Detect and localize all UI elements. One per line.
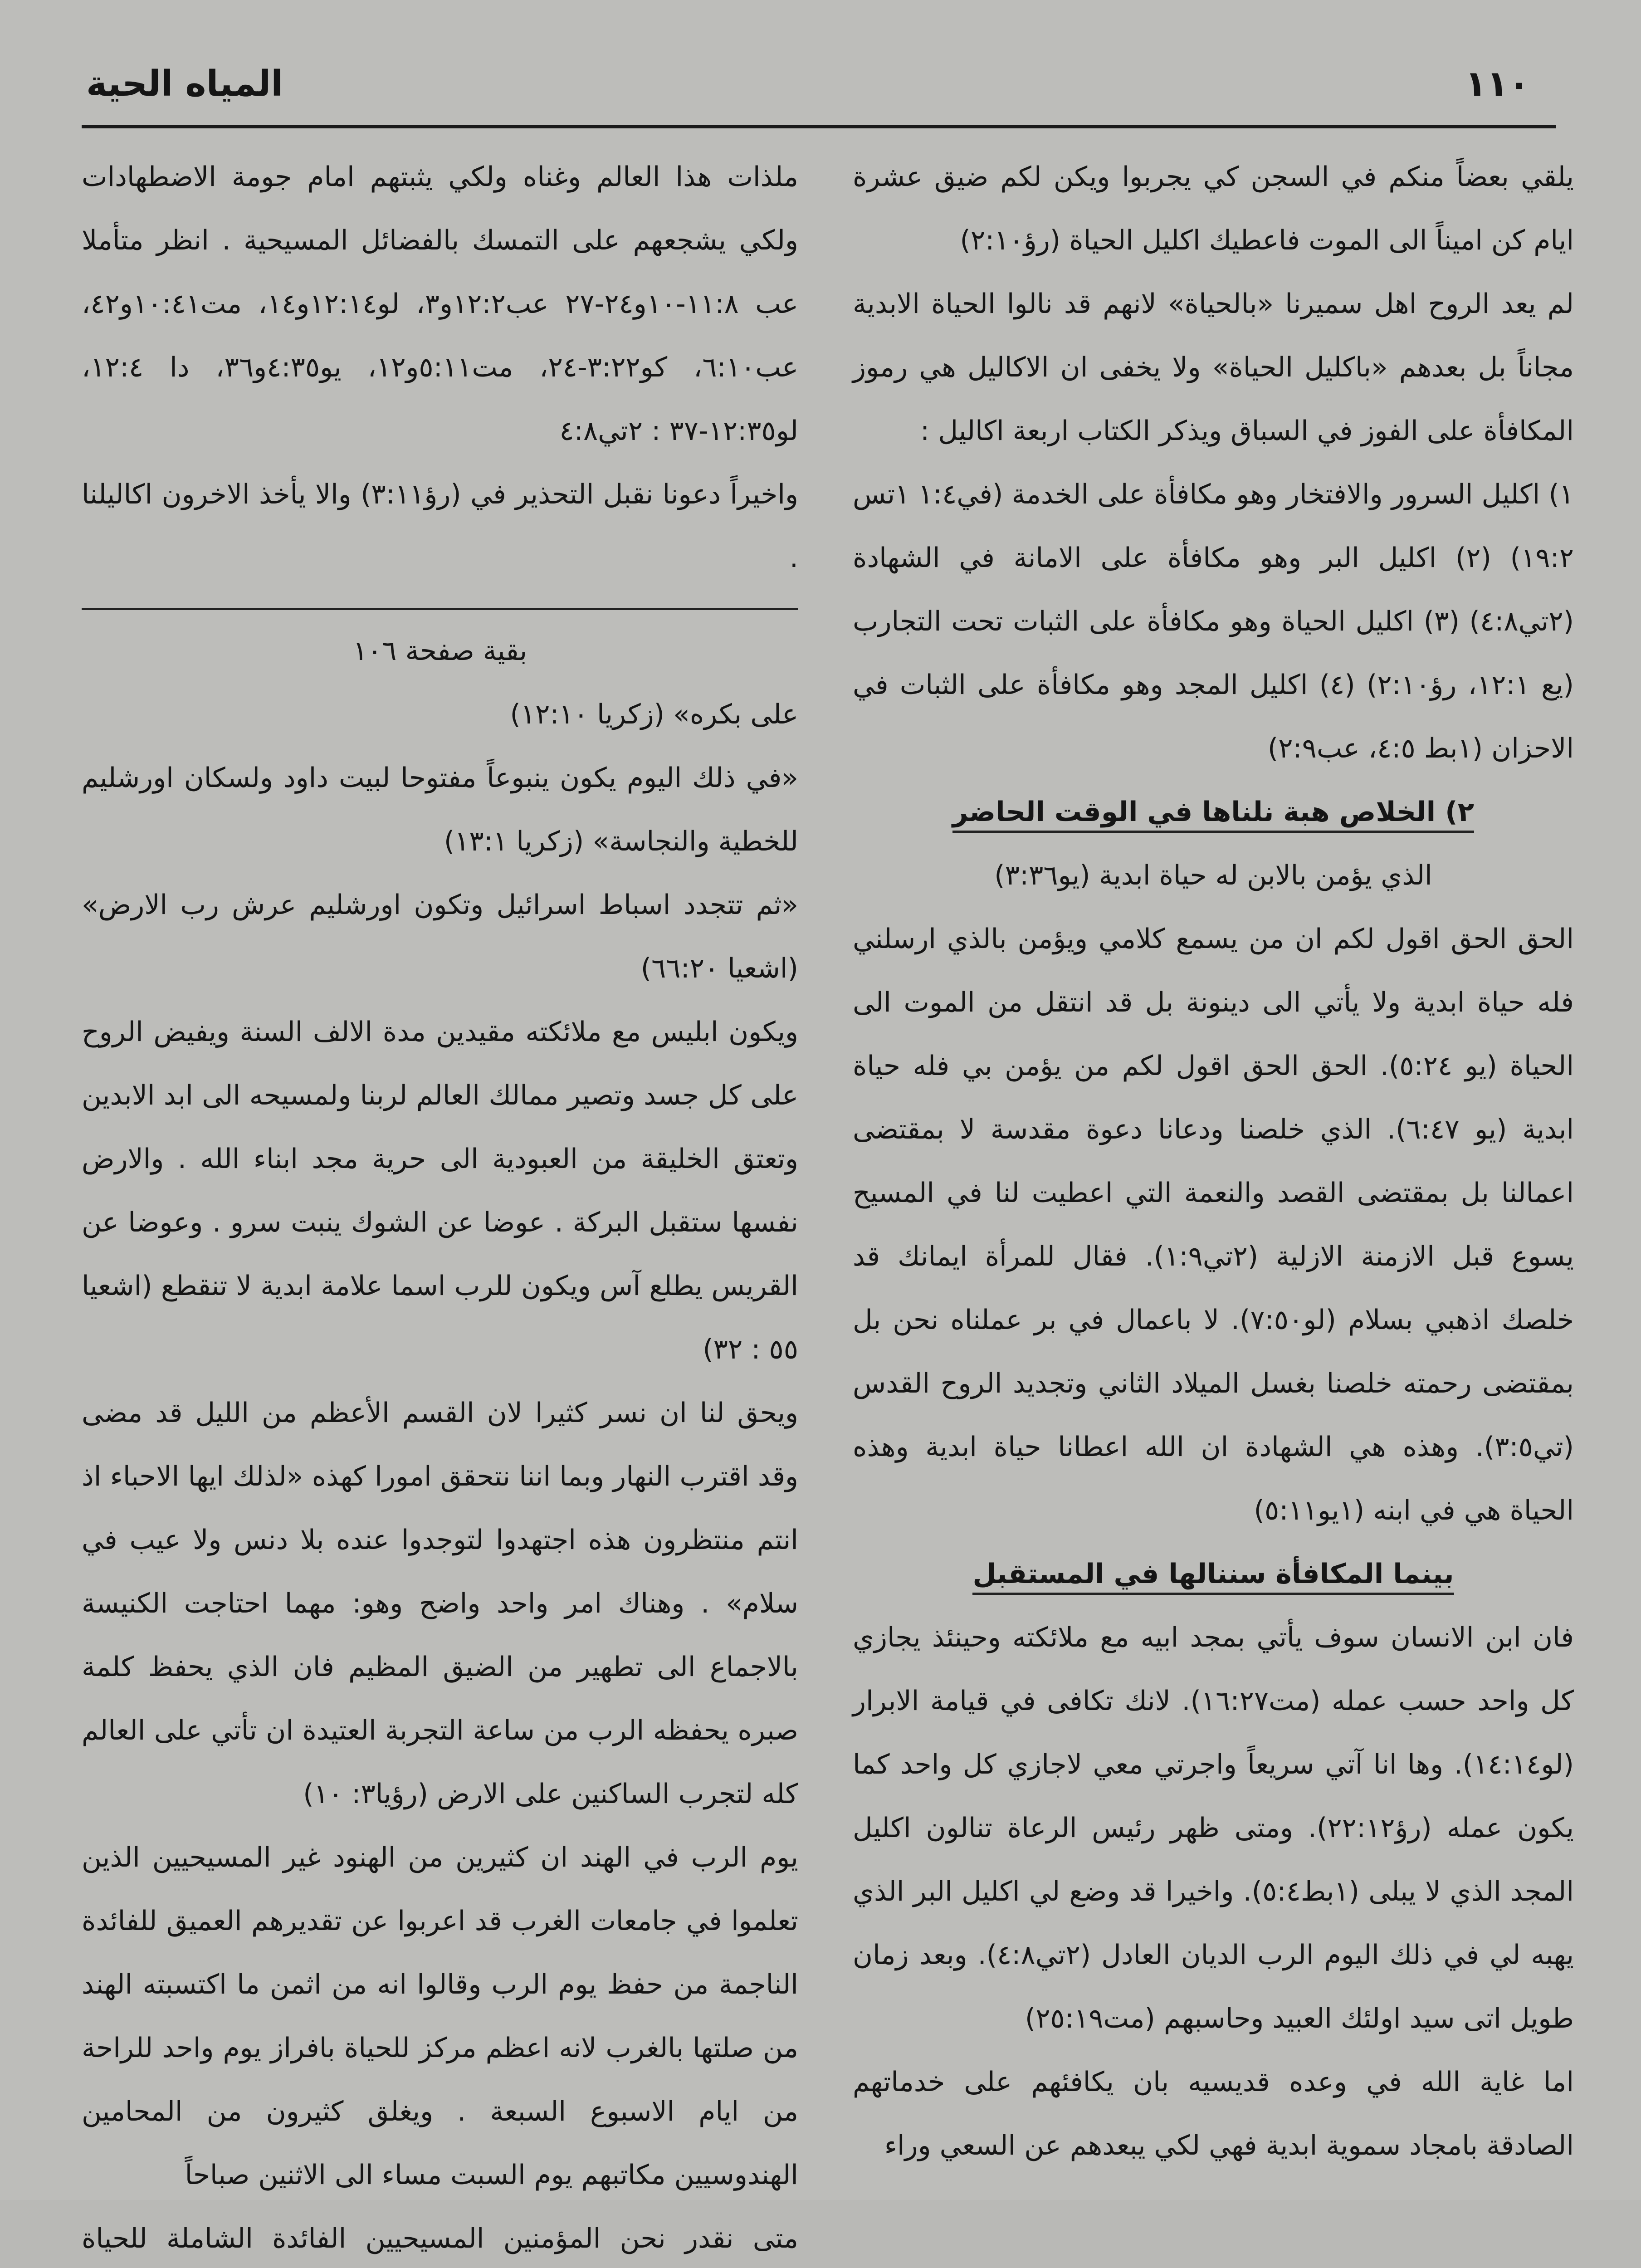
verse-line: الذي يؤمن بالابن له حياة ابدية (يو٣:٣٦) [994, 860, 1432, 891]
paragraph: على بكره» (زكريا ١٢:١٠) [510, 699, 798, 730]
paragraph: يوم الرب في الهند ان كثيرين من الهنود غير المسيحيين الذين تعلموا في جامعات الغرب قد اعربوا عن تقديرهم العميق للفائدة الناجمة من حفظ يوم الرب وقالوا انه من اثمن ما اكتسبته الهند من صلتها بالغرب لانه اعظم مركز للحياة بافراز يوم واحد للراحة من ايام الاسبوع السبعة . ويغلق كثيرون من المحامين الهندوسيين مكاتبهم يوم السبت مساء الى الاثنين صباحاً [82, 1842, 798, 2191]
paragraph: الحق الحق اقول لكم ان من يسمع كلامي ويؤمن بالذي ارسلني فله حياة ابدية ولا يأتي الى دينونة بل قد انتقل من الموت الى الحياة (يو ٥:٢٤). الحق الحق اقول لكم من يؤمن بي فله حياة ابدية (يو ٦:٤٧). الذي خلصنا ودعانا دعوة مقدسة لا بمقتضى اعمالنا بل بمقتضى القصد والنعمة التي اعطيت لنا في المسيح يسوع قبل الازمنة الازلية (٢تي١:٩). فقال للمرأة ايمانك قد خلصك اذهبي بسلام (لو٧:٥٠). لا باعمال في بر عملناه نحن بل بمقتضى رحمته خلصنا بغسل الميلاد الثاني وتجديد الروح القدس (تي٣:٥). وهذه هي الشهادة ان الله اعطانا حياة ابدية وهذه الحياة هي في ابنه (١يو٥:١١) [853, 923, 1574, 1526]
continuation-note: بقية صفحة ١٠٦ [352, 635, 527, 667]
crowns-list: ١) اكليل السرور والافتخار وهو مكافأة على الخدمة (في١:٤ ١تس ١٩:٢) (٢) اكليل البر وهو مكافأة على الامانة في الشهادة (٢تي٤:٨) (٣) اكليل الحياة وهو مكافأة على الثبات تحت التجارب (يع ١٢:١، رؤ٢:١٠) (٤) اكليل المجد وهو مكافأة على الثبات في الاحزان (١بط ٤:٥، عب٢:٩) [853, 479, 1574, 764]
paragraph: متى نقدر نحن المؤمنين المسيحيين الفائدة الشاملة للحياة [82, 2223, 798, 2254]
page-number: ١١٠ [1465, 64, 1530, 104]
section-heading-text: بينما المكافأة سننالها في المستقبل [972, 1558, 1454, 1595]
section-heading [853, 1542, 1574, 1606]
section-heading [853, 780, 1574, 844]
paragraph: «ثم تتجدد اسباط اسرائيل وتكون اورشليم عرش رب الارض» (اشعيا ٦٦:٢٠) [82, 889, 798, 984]
paragraph: واخيراً دعونا نقبل التحذير في (رؤ٣:١١) والا يأخذ الاخرون اكاليلنا . [82, 479, 799, 574]
header-rule [82, 125, 1556, 128]
right-column [853, 145, 1574, 2177]
running-title: المياه الحية [86, 64, 283, 104]
paragraph: اما غاية الله في وعده قديسيه بان يكافئهم على خدماتهم الصادقة بامجاد سموية ابدية فهي لكي يبعدهم عن السعي وراء [853, 2066, 1574, 2161]
column-rule [82, 608, 798, 610]
paragraph: فان ابن الانسان سوف يأتي بمجد ابيه مع ملائكته وحينئذ يجازي كل واحد حسب عمله (مت١٦:٢٧). لانك تكافى في قيامة الابرار (لو١٤:١٤). وها انا آتي سريعاً واجرتي معي لاجازي كل واحد كما يكون عمله (رؤ٢٢:١٢). ومتى ظهر رئيس الرعاة تنالون اكليل المجد الذي لا يبلى (١بط٥:٤). واخيرا قد وضع لي اكليل البر الذي يهبه لي في ذلك اليوم الرب الديان العادل (٢تي٤:٨). وبعد زمان طويل اتى سيد اولئك العبيد وحاسبهم (مت٢٥:١٩) [853, 1622, 1574, 2034]
paragraph: ويحق لنا ان نسر كثيرا لان القسم الأعظم من الليل قد مضى وقد اقترب النهار وبما اننا نتحقق امورا كهذه «لذلك ايها الاحباء اذ انتم منتظرون هذه اجتهدوا لتوجدوا عنده بلا دنس ولا عيب في سلام» . وهناك امر واحد واضح وهو: مهما احتاجت الكنيسة بالاجماع الى تطهير من الضيق المظيم فان الذي يحفظ كلمة صبره يحفظه الرب من ساعة التجربة العتيدة ان تأتي على العالم كله لتجرب الساكنين على الارض (رؤيا٣: ١٠) [82, 1397, 798, 1810]
section-heading-text: ٢) الخلاص هبة نلناها في الوقت الحاضر [952, 796, 1474, 833]
paragraph: «في ذلك اليوم يكون ينبوعاً مفتوحا لبيت داود ولسكان اورشليم للخطية والنجاسة» (زكريا ١٣:١) [82, 762, 798, 857]
paragraph: لم يعد الروح اهل سميرنا «بالحياة» لانهم قد نالوا الحياة الابدية مجاناً بل بعدهم «باكليل الحياة» ولا يخفى ان الاكاليل هي رموز المكافأة على الفوز في السباق ويذكر الكتاب اربعة اكاليل : [853, 288, 1574, 447]
paragraph: يلقي بعضاً منكم في السجن كي يجربوا ويكن لكم ضيق عشرة ايام كن اميناً الى الموت فاعطيك اكليل الحياة (رؤ٢:١٠) [853, 161, 1574, 256]
left-column [82, 145, 798, 2268]
paragraph: ويكون ابليس مع ملائكته مقيدين مدة الالف السنة ويفيض الروح على كل جسد وتصير ممالك العالم لربنا ولمسيحه الى ابد الابدين وتعتق الخليقة من العبودية الى حرية مجد ابناء الله . والارض نفسها ستقبل البركة . عوضا عن الشوك ينبت سرو . وعوضا عن القريس يطلع آس ويكون للرب اسما علامة ابدية لا تنقطع (اشعيا ٥٥ : ٣٢) [82, 1016, 798, 1365]
paragraph: ملذات هذا العالم وغناه ولكي يثبتهم امام جومة الاضطهادات ولكي يشجعهم على التمسك بالفضائل المسيحية . انظر متأملا عب ١١:٨-١٠و٢٤-٢٧ عب١٢:٢و٣، لو١٢:١٤و١٤، مت١٠:٤١و٤٢، عب٦:١٠، كو٣:٢٢-٢٤، مت٥:١١و١٢، يو٤:٣٥و٣٦، دا ١٢:٤، لو١٢:٣٥-٣٧ : ٢تي٤:٨ [82, 161, 798, 447]
